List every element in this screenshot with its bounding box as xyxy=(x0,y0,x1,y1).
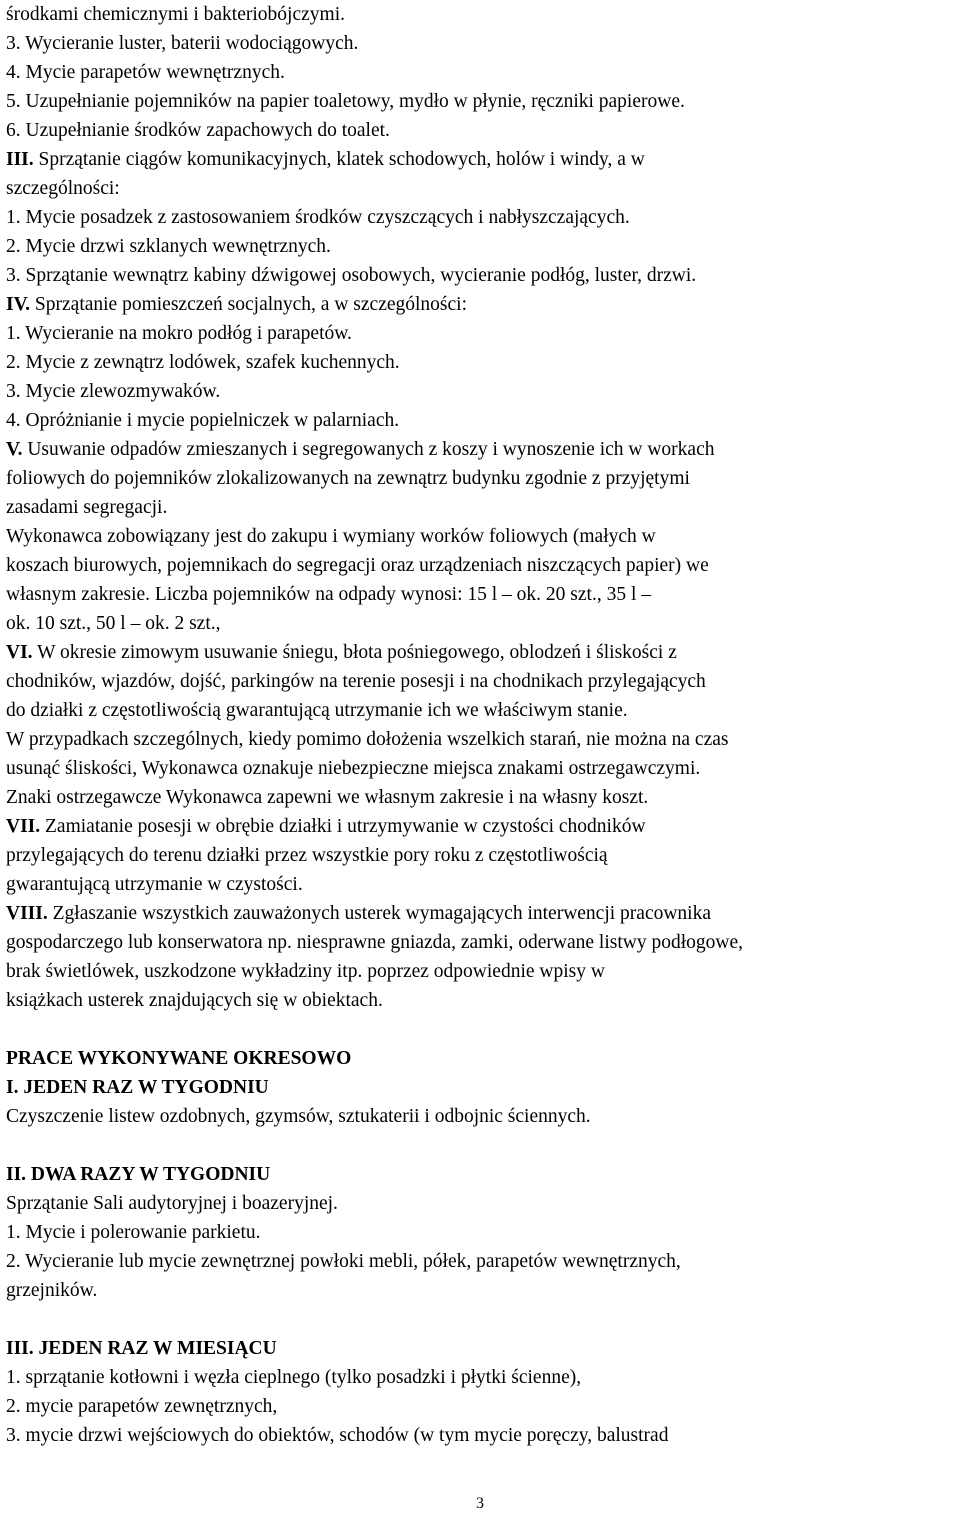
list-item: 2. Mycie drzwi szklanych wewnętrznych. xyxy=(6,236,331,257)
section-text: Usuwanie odpadów zmieszanych i segregowanych z koszy i wynoszenie ich w workach xyxy=(22,439,715,460)
text-line: gwarantującą utrzymanie w czystości. xyxy=(6,874,303,895)
text-line: Znaki ostrzegawcze Wykonawca zapewni we własnym zakresie i na własny koszt. xyxy=(6,787,649,808)
paragraph-gap xyxy=(6,1305,956,1334)
text-line: do działki z częstotliwością gwarantującą utrzymanie ich we właściwym stanie. xyxy=(6,700,628,721)
section-text: Sprzątanie pomieszczeń socjalnych, a w szczególności: xyxy=(30,294,467,315)
text-line: książkach usterek znajdujących się w obiektach. xyxy=(6,990,383,1011)
text-line: gospodarczego lub konserwatora np. niesprawne gniazda, zamki, oderwane listwy podłogowe, xyxy=(6,932,743,953)
list-item: 5. Uzupełnianie pojemników na papier toaletowy, mydło w płynie, ręczniki papierowe. xyxy=(6,91,685,112)
list-item: 1. Wycieranie na mokro podłóg i parapetów. xyxy=(6,323,352,344)
section-heading-line xyxy=(6,145,956,174)
section-label: VI. xyxy=(6,642,33,663)
section-text: Zamiatanie posesji w obrębie działki i utrzymywanie w czystości chodników xyxy=(40,816,646,837)
text-line: Wykonawca zobowiązany jest do zakupu i wymiany worków foliowych (małych w xyxy=(6,526,656,547)
section-label: VII. xyxy=(6,816,41,837)
paragraph-gap xyxy=(6,1015,956,1044)
list-item: 6. Uzupełnianie środków zapachowych do toalet. xyxy=(6,120,390,141)
section-label: III. xyxy=(6,149,34,170)
section-label: IV. xyxy=(6,294,31,315)
text-line: ok. 10 szt., 50 l – ok. 2 szt., xyxy=(6,613,221,634)
list-item: 2. Mycie z zewnątrz lodówek, szafek kuchennych. xyxy=(6,352,400,373)
periodic-title: PRACE WYKONYWANE OKRESOWO xyxy=(6,1048,352,1069)
list-item: 1. Mycie posadzek z zastosowaniem środków czyszczących i nabłyszczających. xyxy=(6,207,630,228)
paragraph-gap xyxy=(6,1131,956,1160)
section-heading-line xyxy=(6,812,956,841)
list-item: 4. Opróżnianie i mycie popielniczek w palarniach. xyxy=(6,410,400,431)
list-item: 3. Sprzątanie wewnątrz kabiny dźwigowej osobowych, wycieranie podłóg, luster, drzwi. xyxy=(6,265,697,286)
list-item: grzejników. xyxy=(6,1280,98,1301)
text-line: chodników, wjazdów, dojść, parkingów na terenie posesji i na chodnikach przylegających xyxy=(6,671,706,692)
text-line: foliowych do pojemników zlokalizowanych na zewnątrz budynku zgodnie z przyjętymi xyxy=(6,468,690,489)
text-line: usunąć śliskości, Wykonawca oznakuje niebezpieczne miejsca znakami ostrzegawczymi. xyxy=(6,758,701,779)
text-line: koszach biurowych, pojemnikach do segregacji oraz urządzeniach niszczących papier) we xyxy=(6,555,709,576)
text-line: szczególności: xyxy=(6,178,120,199)
text-line: W przypadkach szczególnych, kiedy pomimo dołożenia wszelkich starań, nie można na czas xyxy=(6,729,729,750)
list-item: 3. Wycieranie luster, baterii wodociągowych. xyxy=(6,33,359,54)
list-item: Czyszczenie listew ozdobnych, gzymsów, sztukaterii i odbojnic ściennych. xyxy=(6,1106,591,1127)
section-heading: III. JEDEN RAZ W MIESIĄCU xyxy=(6,1338,277,1359)
list-item: 3. mycie drzwi wejściowych do obiektów, schodów (w tym mycie poręczy, balustrad xyxy=(6,1425,669,1446)
text-line: przylegających do terenu działki przez wszystkie pory roku z częstotliwością xyxy=(6,845,608,866)
section-heading-line xyxy=(6,290,956,319)
list-item: 2. Wycieranie lub mycie zewnętrznej powłoki mebli, półek, parapetów wewnętrznych, xyxy=(6,1251,681,1272)
page-number: 3 xyxy=(476,1495,484,1512)
section-heading-line xyxy=(6,638,956,667)
section-heading: I. JEDEN RAZ W TYGODNIU xyxy=(6,1077,269,1098)
section-heading-line xyxy=(6,435,956,464)
section-text: Sprzątanie ciągów komunikacyjnych, klatek schodowych, holów i windy, a w xyxy=(33,149,645,170)
document-page xyxy=(6,0,956,1450)
text-line: własnym zakresie. Liczba pojemników na odpady wynosi: 15 l – ok. 20 szt., 35 l – xyxy=(6,584,652,605)
section-heading-line xyxy=(6,899,956,928)
section-text: Zgłaszanie wszystkich zauważonych usterek wymagających interwencji pracownika xyxy=(47,903,712,924)
list-item: 1. sprzątanie kotłowni i węzła cieplnego (tylko posadzki i płytki ścienne), xyxy=(6,1367,582,1388)
text-line: środkami chemicznymi i bakteriobójczymi. xyxy=(6,4,345,25)
section-label: VIII. xyxy=(6,903,48,924)
text-line: brak świetlówek, uszkodzone wykładziny itp. poprzez odpowiednie wpisy w xyxy=(6,961,605,982)
list-item: 3. Mycie zlewozmywaków. xyxy=(6,381,221,402)
list-item: 2. mycie parapetów zewnętrznych, xyxy=(6,1396,278,1417)
section-label: V. xyxy=(6,439,23,460)
list-item: 4. Mycie parapetów wewnętrznych. xyxy=(6,62,285,83)
list-item: 1. Mycie i polerowanie parkietu. xyxy=(6,1222,261,1243)
section-heading: II. DWA RAZY W TYGODNIU xyxy=(6,1164,271,1185)
text-line: zasadami segregacji. xyxy=(6,497,168,518)
section-text: W okresie zimowym usuwanie śniegu, błota pośniegowego, oblodzeń i śliskości z xyxy=(32,642,677,663)
list-item: Sprzątanie Sali audytoryjnej i boazeryjnej. xyxy=(6,1193,338,1214)
